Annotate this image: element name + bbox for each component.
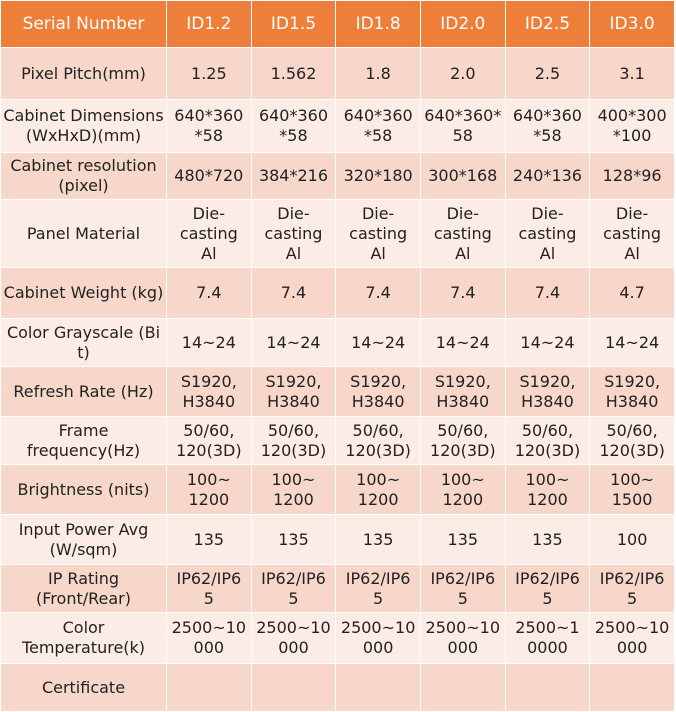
row-label: Input Power Avg (W/sqm) <box>1 515 167 565</box>
table-row <box>1 417 675 465</box>
table-cell: IP62/IP6 5 <box>590 565 675 613</box>
table-cell: Die- casting Al <box>590 200 675 268</box>
table-cell <box>336 664 421 712</box>
table-cell: 50/60, 120(3D) <box>336 417 421 465</box>
row-label: Cabinet Weight (kg) <box>1 268 167 319</box>
table-cell: 135 <box>336 515 421 565</box>
table-row <box>1 319 675 367</box>
table-row <box>1 100 675 153</box>
header-model: ID2.5 <box>505 1 590 48</box>
table-cell: 300*168 <box>420 153 505 200</box>
table-cell: S1920, H3840 <box>167 367 252 417</box>
table-cell: 7.4 <box>251 268 336 319</box>
header-model: ID1.5 <box>251 1 336 48</box>
table-cell: 2500~10 000 <box>167 613 252 664</box>
row-label: Color Grayscale (Bit) <box>1 319 167 367</box>
table-row <box>1 200 675 268</box>
table-cell: IP62/IP6 5 <box>420 565 505 613</box>
table-cell: 2500~10 000 <box>336 613 421 664</box>
header-serial-number: Serial Number <box>1 1 167 48</box>
row-label: Refresh Rate (Hz) <box>1 367 167 417</box>
table-cell: 640*360* 58 <box>420 100 505 153</box>
table-cell: 14~24 <box>251 319 336 367</box>
table-cell: 100~ 1200 <box>251 465 336 515</box>
table-cell: 7.4 <box>505 268 590 319</box>
table-cell: 1.562 <box>251 48 336 100</box>
table-cell: 2500~10 000 <box>251 613 336 664</box>
table-cell <box>420 664 505 712</box>
table-cell: 14~24 <box>590 319 675 367</box>
table-cell <box>505 664 590 712</box>
table-cell: 14~24 <box>505 319 590 367</box>
table-cell: Die- casting Al <box>420 200 505 268</box>
header-model: ID3.0 <box>590 1 675 48</box>
table-cell: 100~ 1200 <box>505 465 590 515</box>
table-cell: 100~ 1200 <box>336 465 421 515</box>
table-cell: IP62/IP6 5 <box>167 565 252 613</box>
table-cell: 100~ 1500 <box>590 465 675 515</box>
table-cell: 100 <box>590 515 675 565</box>
table-cell <box>590 664 675 712</box>
table-cell: Die- casting Al <box>167 200 252 268</box>
table-cell: 50/60, 120(3D) <box>505 417 590 465</box>
table-cell: Die- casting Al <box>251 200 336 268</box>
table-cell: 2500~1 0000 <box>505 613 590 664</box>
table-cell: 14~24 <box>420 319 505 367</box>
table-cell: 135 <box>251 515 336 565</box>
header-model: ID1.8 <box>336 1 421 48</box>
table-cell: 128*96 <box>590 153 675 200</box>
table-cell: 14~24 <box>336 319 421 367</box>
row-label: Color Temperature(k) <box>1 613 167 664</box>
table-cell: 400*300 *100 <box>590 100 675 153</box>
table-cell: 3.1 <box>590 48 675 100</box>
table-cell: S1920, H3840 <box>336 367 421 417</box>
row-label: IP Rating (Front/Rear) <box>1 565 167 613</box>
table-cell: 100~ 1200 <box>420 465 505 515</box>
row-label: Pixel Pitch(mm) <box>1 48 167 100</box>
table-cell: 135 <box>505 515 590 565</box>
row-label: Certificate <box>1 664 167 712</box>
table-row <box>1 565 675 613</box>
table-cell: 2.0 <box>420 48 505 100</box>
table-cell: S1920, H3840 <box>420 367 505 417</box>
table-header <box>1 1 675 48</box>
table-row <box>1 465 675 515</box>
table-cell: 135 <box>420 515 505 565</box>
table-cell: 480*720 <box>167 153 252 200</box>
table-cell: 100~ 1200 <box>167 465 252 515</box>
table-cell: 4.7 <box>590 268 675 319</box>
table-cell: 50/60, 120(3D) <box>251 417 336 465</box>
table-cell: 135 <box>167 515 252 565</box>
header-model: ID1.2 <box>167 1 252 48</box>
table-cell: S1920, H3840 <box>505 367 590 417</box>
table-row <box>1 48 675 100</box>
table-cell: IP62/IP6 5 <box>336 565 421 613</box>
row-label: Cabinet resolution (pixel) <box>1 153 167 200</box>
table-body <box>1 48 675 712</box>
table-cell: 2500~10 000 <box>590 613 675 664</box>
table-cell: 1.8 <box>336 48 421 100</box>
table-cell: 320*180 <box>336 153 421 200</box>
header-model: ID2.0 <box>420 1 505 48</box>
table-cell: 2500~10 000 <box>420 613 505 664</box>
table-cell: Die- casting Al <box>336 200 421 268</box>
table-cell: Die- casting Al <box>505 200 590 268</box>
table-row <box>1 664 675 712</box>
table-cell: 7.4 <box>167 268 252 319</box>
table-cell: 2.5 <box>505 48 590 100</box>
table-cell: 50/60, 120(3D) <box>167 417 252 465</box>
row-label: Cabinet Dimensions (WxHxD)(mm) <box>1 100 167 153</box>
table-row <box>1 367 675 417</box>
table-cell: 640*360 *58 <box>505 100 590 153</box>
table-cell <box>167 664 252 712</box>
table-row <box>1 153 675 200</box>
table-cell: 240*136 <box>505 153 590 200</box>
table-cell: 640*360 *58 <box>336 100 421 153</box>
table-cell: 14~24 <box>167 319 252 367</box>
table-row <box>1 613 675 664</box>
table-row <box>1 515 675 565</box>
table-row <box>1 268 675 319</box>
table-cell: 384*216 <box>251 153 336 200</box>
table-cell: 7.4 <box>336 268 421 319</box>
header-row <box>1 1 675 48</box>
table-cell: IP62/IP6 5 <box>251 565 336 613</box>
row-label: Frame frequency(Hz) <box>1 417 167 465</box>
table-cell: S1920, H3840 <box>251 367 336 417</box>
table-cell: S1920, H3840 <box>590 367 675 417</box>
table-cell: 50/60, 120(3D) <box>590 417 675 465</box>
table-cell: 50/60, 120(3D) <box>420 417 505 465</box>
row-label: Panel Material <box>1 200 167 268</box>
table-cell: 640*360 *58 <box>251 100 336 153</box>
table-cell: 7.4 <box>420 268 505 319</box>
table-cell: 640*360 *58 <box>167 100 252 153</box>
table-cell <box>251 664 336 712</box>
table-cell: 1.25 <box>167 48 252 100</box>
row-label: Brightness (nits) <box>1 465 167 515</box>
table-cell: IP62/IP6 5 <box>505 565 590 613</box>
